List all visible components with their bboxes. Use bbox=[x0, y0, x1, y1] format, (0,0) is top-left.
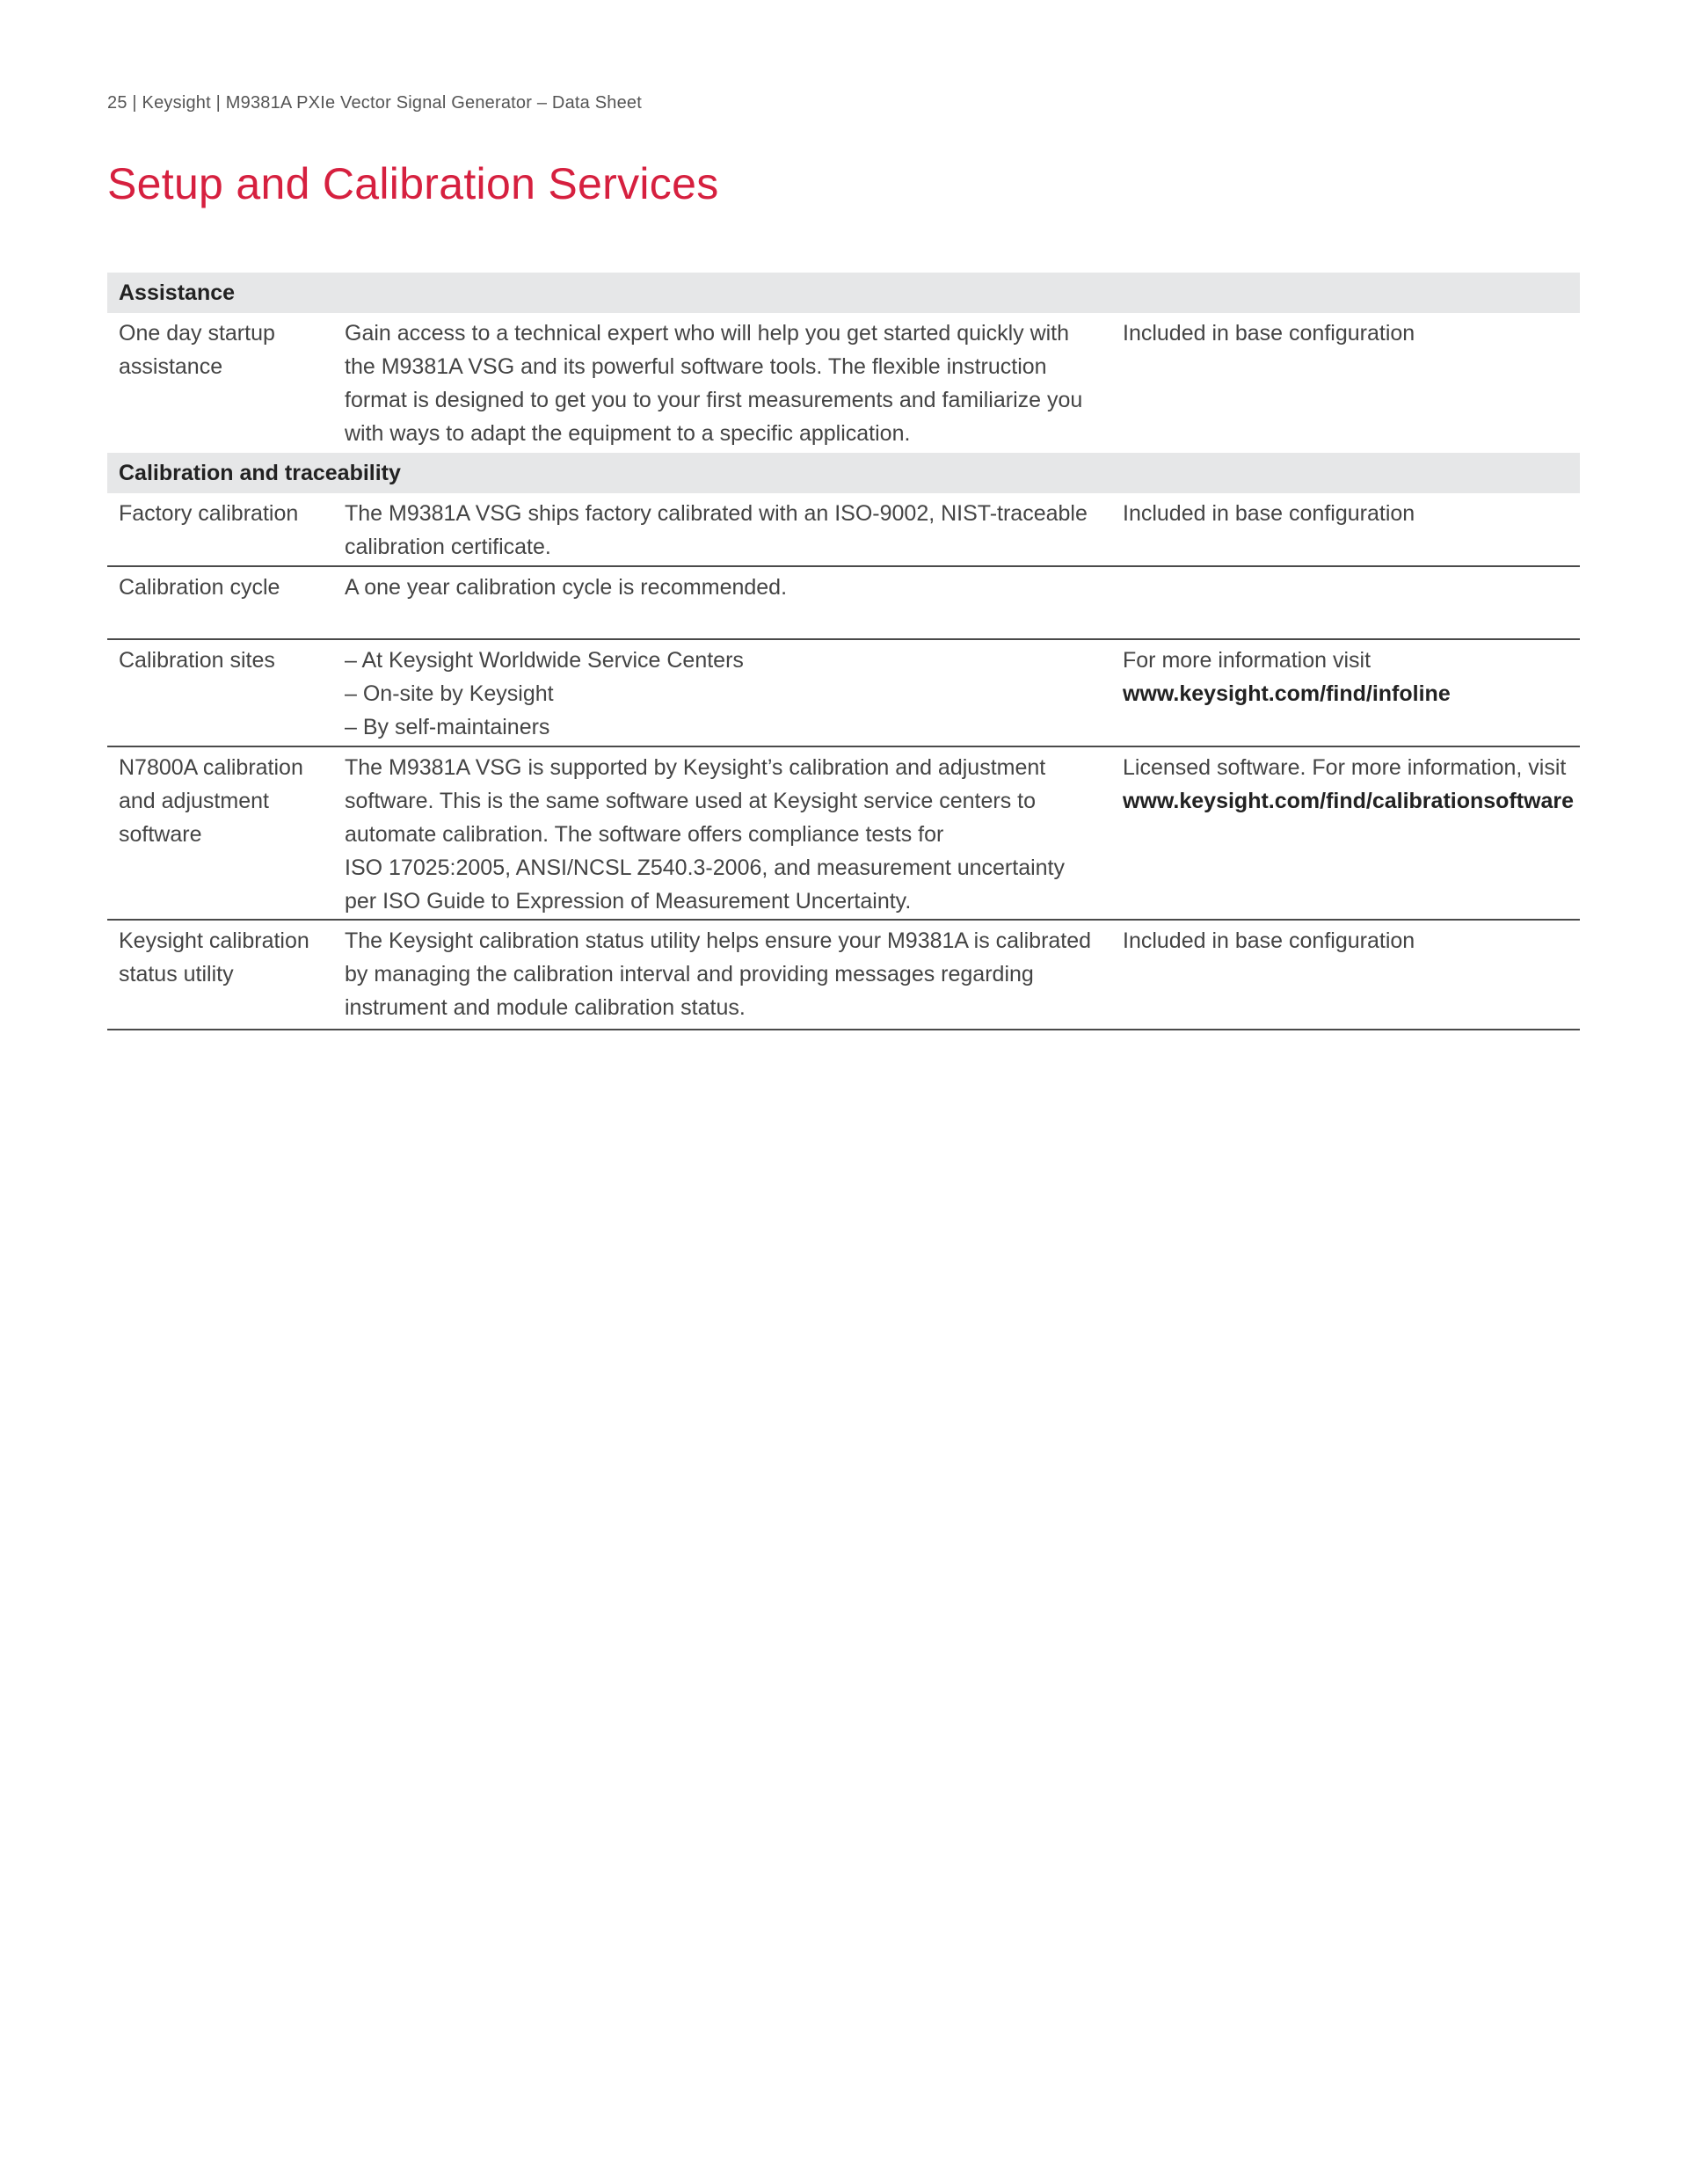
row-note: Licensed software. For more information, visit www.keysight.com/find/calibrationsoftware bbox=[1123, 751, 1580, 919]
row-label: Keysight calibration status utility bbox=[119, 928, 309, 986]
row-note: Included in base configuration bbox=[1123, 501, 1415, 526]
section-heading-calibration: Calibration and traceability bbox=[107, 453, 1580, 493]
row-description: – At Keysight Worldwide Service Centers – On-site by Keysight – By self-maintainers bbox=[345, 648, 744, 739]
row-description: The M9381A VSG is supported by Keysight’s calibration and adjustment software. This is the same software used at Keysight service centers to automate calibration. The software offers compliance tests for ISO 17025:2005, ANSI/NCSL Z540.3-2006, and measurement uncertainty per ISO Guide to Expression of Measurement Uncertainty. bbox=[345, 755, 1066, 914]
row-description: Gain access to a technical expert who will help you get started quickly with the M9381A VSG and its powerful software tools. The flexible instruction format is designed to get you to your first measurements and familiarize you with ways to adapt the equipment to a specific application. bbox=[345, 321, 1083, 446]
table-row bbox=[107, 921, 1580, 1030]
table-row bbox=[107, 747, 1580, 921]
table-row bbox=[107, 313, 1580, 453]
row-label: N7800A calibration and adjustment software bbox=[119, 755, 303, 847]
table-row bbox=[107, 567, 1580, 640]
row-label: Calibration cycle bbox=[119, 575, 280, 600]
running-header: 25 | Keysight | M9381A PXIe Vector Signal Generator – Data Sheet bbox=[107, 93, 642, 113]
calibration-software-link[interactable]: www.keysight.com/find/calibrationsoftware bbox=[1123, 789, 1575, 813]
infoline-link[interactable]: www.keysight.com/find/infoline bbox=[1123, 681, 1451, 706]
row-description: The Keysight calibration status utility helps ensure your M9381A is calibrated by managing the calibration interval and providing messages regarding instrument and module calibration status. bbox=[345, 928, 1092, 1020]
spec-table bbox=[107, 273, 1580, 1030]
table-row bbox=[107, 493, 1580, 567]
section-heading-assistance: Assistance bbox=[107, 273, 1580, 313]
row-label: Factory calibration bbox=[119, 501, 299, 526]
row-note: Included in base configuration bbox=[1123, 928, 1415, 953]
row-note: Included in base configuration bbox=[1123, 321, 1415, 346]
row-note: For more information visit www.keysight.com/find/infoline bbox=[1123, 644, 1580, 746]
row-description: A one year calibration cycle is recommended. bbox=[345, 575, 788, 600]
row-label: Calibration sites bbox=[119, 648, 275, 673]
row-description: The M9381A VSG ships factory calibrated with an ISO-9002, NIST-traceable calibration certificate. bbox=[345, 501, 1088, 559]
page-title: Setup and Calibration Services bbox=[107, 159, 719, 208]
row-label: One day startup assistance bbox=[119, 321, 275, 379]
table-row bbox=[107, 640, 1580, 747]
row-note bbox=[1123, 571, 1580, 638]
